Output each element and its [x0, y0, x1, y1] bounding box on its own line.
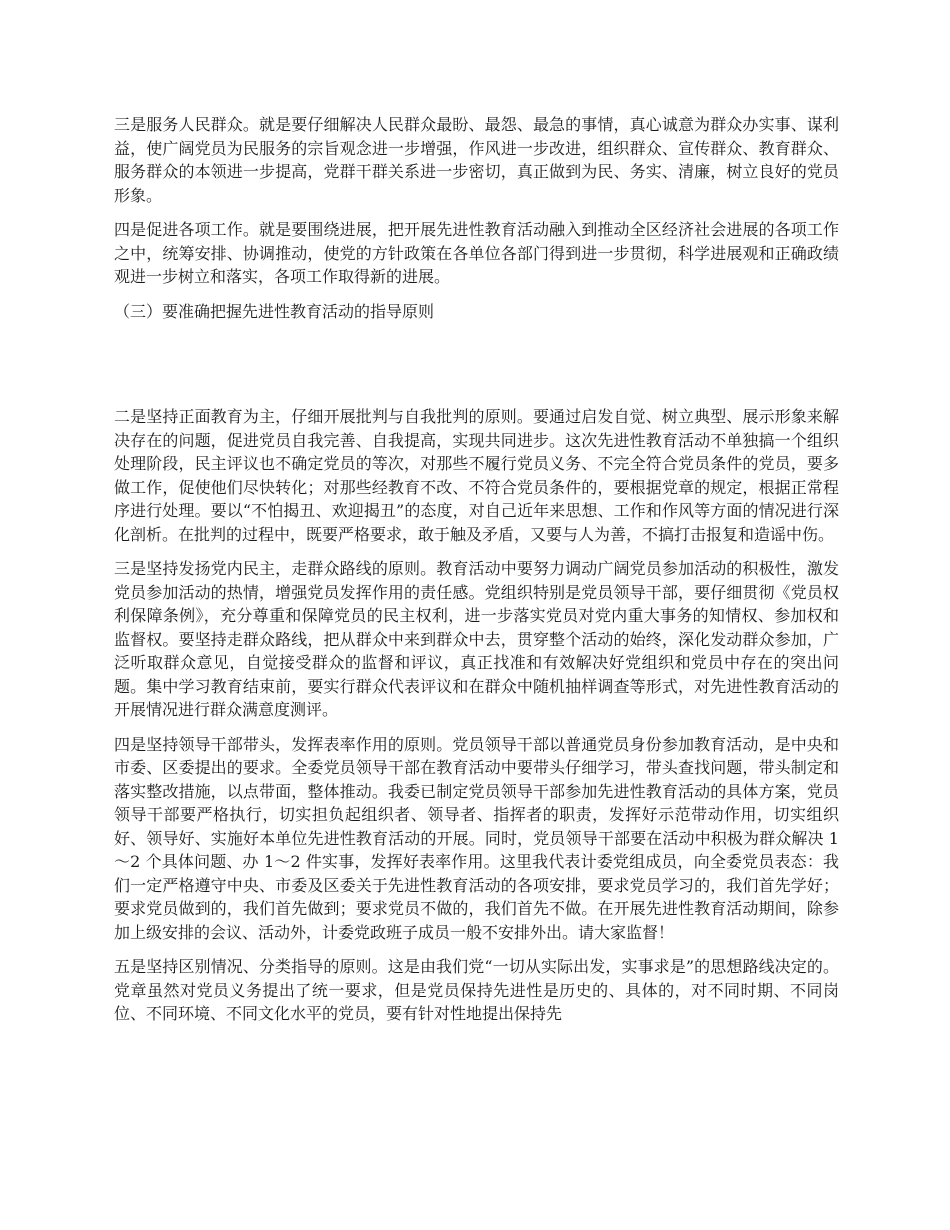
paragraph-positive-education: 二是坚持正面教育为主，仔细开展批判与自我批判的原则。要通过启发自觉、树立典型、展示形象来解决存在的问题，促进党员自我完善、自我提高，实现共同进步。这次先进性教育活动不单独搞一个组织处理阶段，民主评议也不确定党员的等次，对那些不履行党员义务、不完全符合党员条件的党员，要多做工作，促使他们尽快转化；对那些经教育不改、不符合党员条件的，要根据党章的规定，根据正常程序进行处理。要以“不怕揭丑、欢迎揭丑”的态度，对自己近年来思想、工作和作风等方面的情况进行深化剖析。在批判的过程中，既要严格要求，敢于触及矛盾，又要与人为善，不搞打击报复和造谣中伤。	[114, 407, 839, 544]
paragraph-serve-people: 三是服务人民群众。就是要仔细解决人民群众最盼、最怨、最急的事情，真心诚意为群众办实事、谋利益，使广阔党员为民服务的宗旨观念进一步增强，作风进一步改进，组织群众、宣传群众、教育群众、服务群众的本领进一步提高，党群干群关系进一步密切，真正做到为民、务实、清廉，树立良好的党员形象。	[114, 115, 839, 205]
paragraph-classified-guidance: 五是坚持区别情况、分类指导的原则。这是由我们党“一切从实际出发，实事求是”的思想路线决定的。党章虽然对党员义务提出了统一要求，但是党员保持先进性是历史的、具体的，对不同时期、不同岗位、不同环境、不同文化水平的党员，要有针对性地提出保持先	[114, 957, 839, 1023]
paragraph-leaders-example: 四是坚持领导干部带头，发挥表率作用的原则。党员领导干部以普通党员身份参加教育活动，是中央和市委、区委提出的要求。全委党员领导干部在教育活动中要带头仔细学习，带头查找问题，带头制定和落实整改措施，以点带面，整体推动。我委已制定党员领导干部参加先进性教育活动的具体方案，党员领导干部要严格执行，切实担负起组织者、领导者、指挥者的职责，发挥好示范带动作用，切实组织好、领导好、实施好本单位先进性教育活动的开展。同时，党员领导干部要在活动中积极为群众解决 1～2 个具体问题、办 1～2 件实事，发挥好表率作用。这里我代表计委党组成员，向全委党员表态：我们一定严格遵守中央、市委及区委关于先进性教育活动的各项安排，要求党员学习的，我们首先学好；要求党员做到的，我们首先做到；要求党员不做的，我们首先不做。在开展先进性教育活动期间，除参加上级安排的会议、活动外，计委党政班子成员一般不安排外出。请大家监督！	[114, 734, 839, 942]
blank-gap	[114, 323, 839, 405]
document-page	[114, 113, 839, 1026]
section-heading: （三）要准确把握先进性教育活动的指导原则	[114, 301, 435, 321]
paragraph-party-democracy: 三是坚持发扬党内民主，走群众路线的原则。教育活动中要努力调动广阔党员参加活动的积极性，激发党员参加活动的热情，增强党员发挥作用的责任感。党组织特别是党员领导干部，要仔细贯彻《党员权利保障条例》，充分尊重和保障党员的民主权利，进一步落实党员对党内重大事务的知情权、参加权和监督权。要坚持走群众路线，把从群众中来到群众中去，贯穿整个活动的始终，深化发动群众参加，广泛听取群众意见，自觉接受群众的监督和评议，真正找准和有效解决好党组织和党员中存在的突出问题。集中学习教育结束前，要实行群众代表评议和在群众中随机抽样调查等形式，对先进性教育活动的开展情况进行群众满意度测评。	[114, 559, 839, 719]
paragraph-promote-work: 四是促进各项工作。就是要围绕进展，把开展先进性教育活动融入到推动全区经济社会进展的各项工作之中，统筹安排、协调推动，使党的方针政策在各单位各部门得到进一步贯彻，科学进展观和正确政绩观进一步树立和落实，各项工作取得新的进展。	[114, 220, 839, 286]
